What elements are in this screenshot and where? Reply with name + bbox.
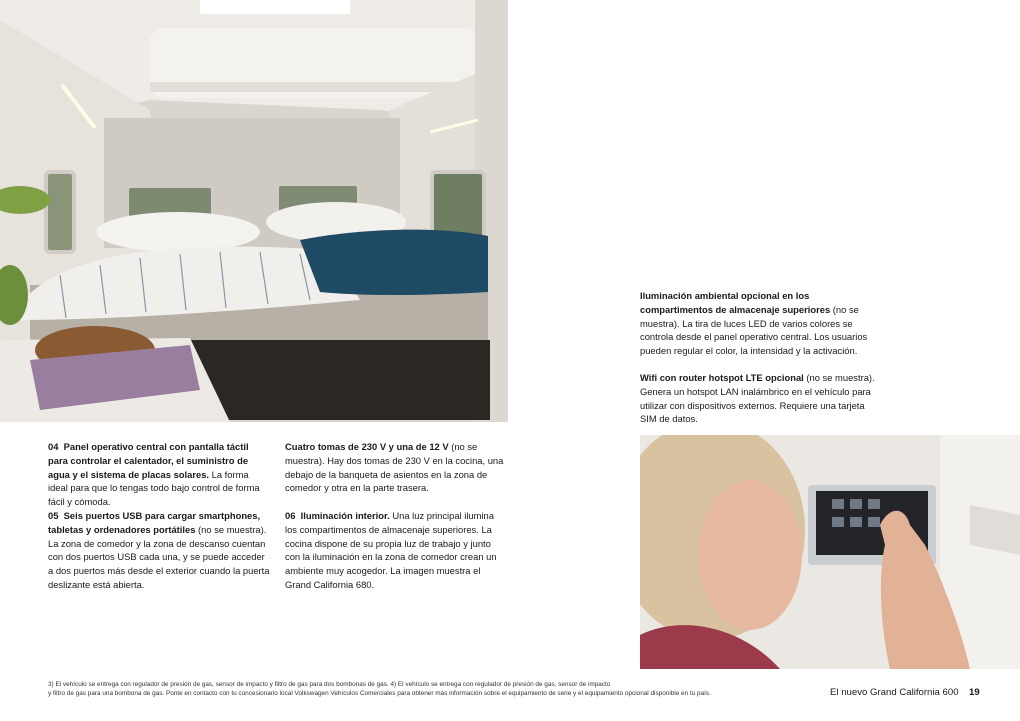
interior-lighting-body: Una luz principal ilumina los compartimentos de almacenaje superiores. La cocina dispone de su propia luz de trabajo y junto con la iluminación en la zona de comedor crean un ambiente muy acogedor. La imagen muestra el Grand California 680. [285,510,497,590]
camper-rear-bed-photo [0,0,508,422]
interior-lighting-heading: Iluminación interior. [300,510,390,521]
ambient-lighting-heading: Iluminación ambiental opcional en los compartimentos de almacenaje superiores [640,290,831,315]
ambient-lighting-body: (no se muestra). La tira de luces LED de varios colores se controla desde el panel operativo central. Los usuarios pueden regular el color, la intensidad y la activación. [640,303,868,357]
footnote-line: 3) El vehículo se entrega con regulador de presión de gas, sensor de impacto y filtro de gas para dos bombonas de gas. 4) El vehículo se entrega con regulador de presión de gas, sensor de impacto [48,681,611,688]
control-panel-heading: Panel operativo central con pantalla táctil para controlar el calentador, el suministro de agua y el sistema de placas solares. [48,441,249,480]
wifi-router-heading: Wifi con router hotspot LTE opcional [640,372,804,383]
wifi-router-text [640,371,875,426]
power-outlets-text [285,440,507,495]
footnote-line: y filtro de gas para una bombona de gas. Ponte en contacto con tu concesionario local Volkswagen Vehículos Comerciales para obtener más información sobre el equipamiento de serie y el equipamiento opcional disponible en tu país. [48,690,711,697]
control-panel-text [48,440,270,509]
power-outlets-body: (no se muestra). Hay dos tomas de 230 V en la cocina, una debajo de la banqueta de asientos en la zona de comedor y otra en la parte trasera. [285,441,504,494]
woman-touch-panel-photo [640,435,1020,669]
usb-ports-heading: Seis puertos USB para cargar smartphones, tabletas y ordenadores portátiles [48,510,261,535]
item-number-06: 06 [285,510,296,521]
item-number-04: 04 [48,441,59,452]
usb-ports-text [48,509,270,592]
control-panel-body: La forma ideal para que lo tengas todo bajo control de forma fácil y cómoda. [48,468,260,508]
power-outlets-heading: Cuatro tomas de 230 V y una de 12 V [285,441,449,452]
footer-title: El nuevo Grand California 600 [830,687,959,698]
ambient-lighting-text [640,289,875,358]
interior-lighting-text [285,509,507,592]
usb-ports-body: (no se muestra). La zona de comedor y la zona de descanso cuentan con dos puertos USB cada una, y se puede acceder a dos puertos más desde el exterior cuando la puerta deslizante está abierta. [48,523,270,590]
page-number: 19 [969,687,980,698]
footnotes [48,680,818,698]
wifi-router-body: (no se muestra). Genera un hotspot LAN inalámbrico en el vehículo para utilizar con dispositivos externos. Requiere una tarjeta SIM de datos. [640,372,875,425]
item-number-05: 05 [48,510,59,521]
